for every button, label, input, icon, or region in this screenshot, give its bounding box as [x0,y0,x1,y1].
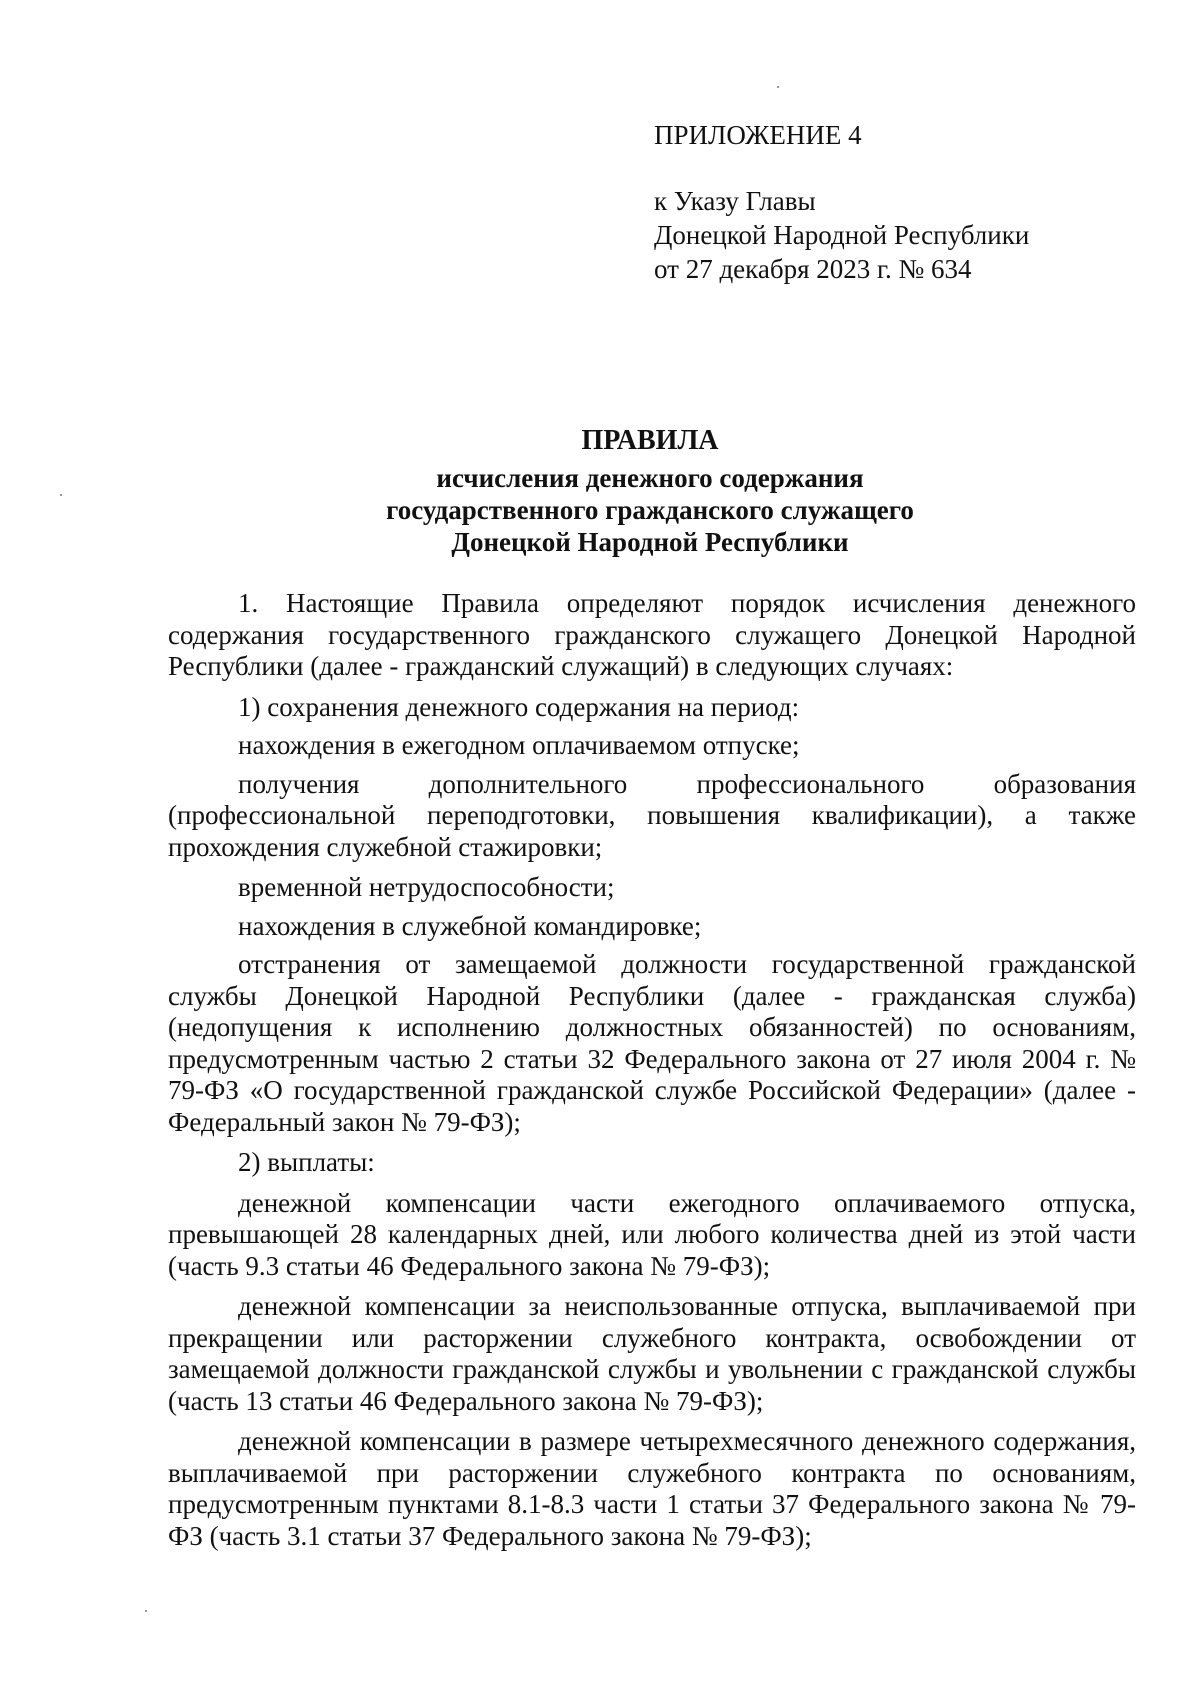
appendix-title: ПРИЛОЖЕНИЕ 4 [654,120,862,150]
appendix-line: Донецкой Народной Республики [654,220,1030,250]
scan-speck [145,1610,147,1612]
paragraph: 1) сохранения денежного содержания на период: [238,691,800,722]
paragraph: денежной компенсации в размере четырехмесячного денежного содержания, выплачиваемой при расторжении служебного контракта по основаниям, предусмотренным пунктами 8.1-8.3 части 1 статьи 37 Федерального закона № 79-ФЗ (часть 3.1 статьи 37 Федерального закона № 79-ФЗ); [168,1426,1136,1551]
paragraph: нахождения в служебной командировке; [238,910,702,941]
paragraph: 1. Настоящие Правила определяют порядок исчисления денежного содержания государственного гражданского служащего Донецкой Народной Республики (далее - гражданский служащий) в следующих случаях: [168,588,1136,681]
document-title: ПРАВИЛА [581,425,719,456]
paragraph: 2) выплаты: [238,1147,375,1177]
paragraph: денежной компенсации части ежегодного оплачиваемого отпуска, превышающей 28 календарных дней, или любого количества дней из этой части (часть 9.3 статьи 46 Федерального закона № 79-ФЗ); [168,1187,1136,1281]
paragraph: отстранения от замещаемой должности государственной гражданской службы Донецкой Народной Республики (далее - гражданская служба) (недопущения к исполнению должностных обязанностей) по основаниям, предусмотренным частью 2 статьи 32 Федерального закона от 27 июля 2004 г. № 79-ФЗ «О государственной гражданской службе Российской Федерации» (далее - Федеральный закон № 79-ФЗ); [168,949,1136,1137]
appendix-block [654,118,1134,286]
document-subtitle-line: государственного гражданского служащего [386,495,914,525]
scan-speck [60,494,62,496]
document-body [168,588,1136,1561]
paragraph: нахождения в ежегодном оплачиваемом отпуске; [238,730,800,760]
appendix-line: к Указу Главы [654,186,816,216]
document-subtitle-line: исчисления денежного содержания [436,463,864,493]
paragraph: временной нетрудоспособности; [238,872,615,902]
scan-speck [777,86,779,88]
paragraph: получения дополнительного профессионального образования (профессиональной переподготовки, повышения квалификации), а также прохождения служебной стажировки; [168,768,1136,862]
document-subtitle-line: Донецкой Народной Республики [451,527,849,557]
paragraph: денежной компенсации за неиспользованные отпуска, выплачиваемой при прекращении или расторжении служебного контракта, освобождении от замещаемой должности гражданской службы и увольнении с гражданской службы (часть 13 статьи 46 Федерального закона № 79-ФЗ); [168,1291,1136,1416]
appendix-line: от 27 декабря 2023 г. № 634 [654,254,972,284]
document-heading [160,424,1140,558]
